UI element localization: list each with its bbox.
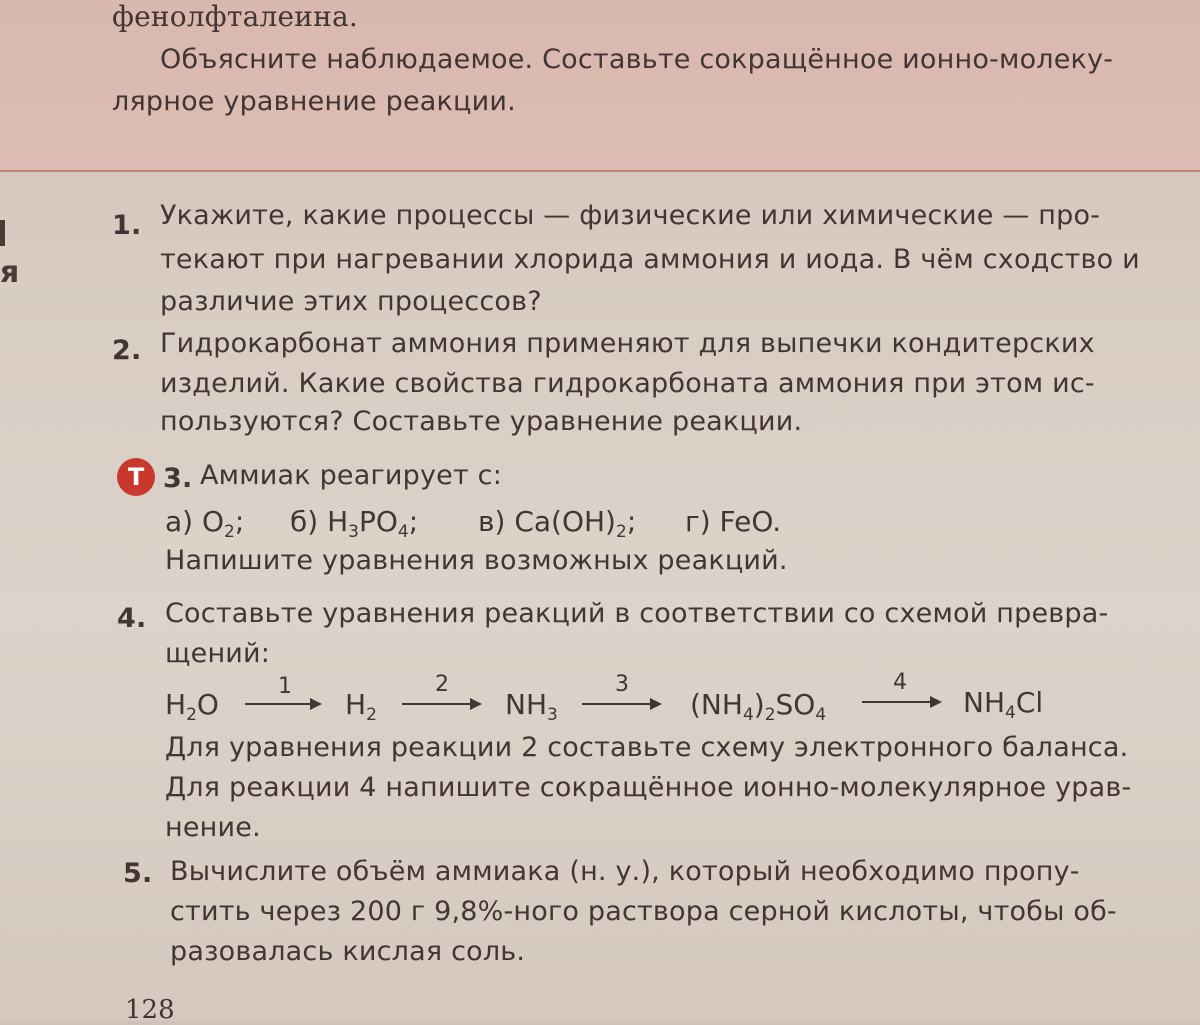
arrow-2-icon: [402, 703, 480, 705]
top-line-3: лярное уравнение реакции.: [112, 86, 516, 117]
task-5-line-2: стить через 200 г 9,8%-ного раствора серной кислоты, чтобы об-: [170, 896, 1117, 927]
task-5-line-1: Вычислите объём аммиака (н. у.), который необходимо пропу-: [170, 856, 1080, 887]
task-1-number: 1.: [112, 210, 142, 241]
task-5-number: 5.: [123, 858, 153, 889]
task-4-line-2: щений:: [165, 638, 271, 669]
option-v: в) $Ca(OH)_2$;: [478, 505, 637, 542]
task-4-number: 4.: [117, 603, 147, 634]
arrow-1-label: 1: [278, 674, 292, 699]
scheme-nh4cl: $NH_4Cl$: [963, 686, 1044, 723]
scheme-h2o: $H_2O$: [165, 688, 219, 725]
task-1-line-3: различие этих процессов?: [160, 286, 542, 317]
arrow-4-icon: [862, 701, 940, 703]
task-5-line-3: разовалась кислая соль.: [170, 936, 526, 967]
task-3-number: 3.: [163, 463, 193, 494]
section-divider: [0, 170, 1200, 172]
arrow-2-label: 2: [435, 672, 449, 697]
top-line-1: фенолфталеина.: [112, 0, 358, 33]
task-3-line-2: Напишите уравнения возможных реакций.: [165, 545, 788, 576]
task-4-line-1: Составьте уравнения реакций в соответствии со схемой превра-: [165, 598, 1109, 629]
top-line-2: Объясните наблюдаемое. Составьте сокращённое ионно-молеку-: [160, 44, 1114, 75]
scheme-h2: $H_2$: [345, 688, 377, 725]
option-g: г) FeO.: [685, 505, 782, 538]
task-1-line-2: текают при нагревании хлорида аммония и иода. В чём сходство и: [160, 244, 1140, 275]
option-a: а) $O_2$;: [165, 505, 245, 542]
task-2-line-2: изделий. Какие свойства гидрокарбоната аммония при этом ис-: [160, 368, 1095, 399]
margin-letter: я: [0, 255, 20, 290]
margin-tick: [0, 220, 5, 246]
arrow-3-label: 3: [615, 672, 629, 697]
task-4-line-5: нение.: [165, 812, 261, 843]
arrow-1-icon: [245, 703, 320, 705]
task-4-line-3: Для уравнения реакции 2 составьте схему электронного баланса.: [165, 732, 1129, 763]
test-task-badge: Т: [117, 458, 155, 496]
task-4-line-4: Для реакции 4 напишите сокращённое ионно-молекулярное урав-: [165, 772, 1132, 803]
task-1-line-1: Укажите, какие процессы — физические или химические — про-: [160, 200, 1101, 231]
task-2-number: 2.: [112, 335, 142, 366]
arrow-3-icon: [582, 703, 660, 705]
option-b: б) $H_3PO_4$;: [290, 505, 419, 542]
scheme-ammonium-sulfate: $(NH_4)_2SO_4$: [690, 688, 827, 725]
scheme-nh3: $NH_3$: [505, 688, 558, 725]
task-2-line-1: Гидрокарбонат аммония применяют для выпечки кондитерских: [160, 328, 1095, 359]
arrow-4-label: 4: [893, 670, 907, 695]
page-number: 128: [125, 995, 175, 1025]
task-3-line-1: Аммиак реагирует с:: [200, 460, 502, 491]
task-2-line-3: пользуются? Составьте уравнение реакции.: [160, 406, 803, 437]
